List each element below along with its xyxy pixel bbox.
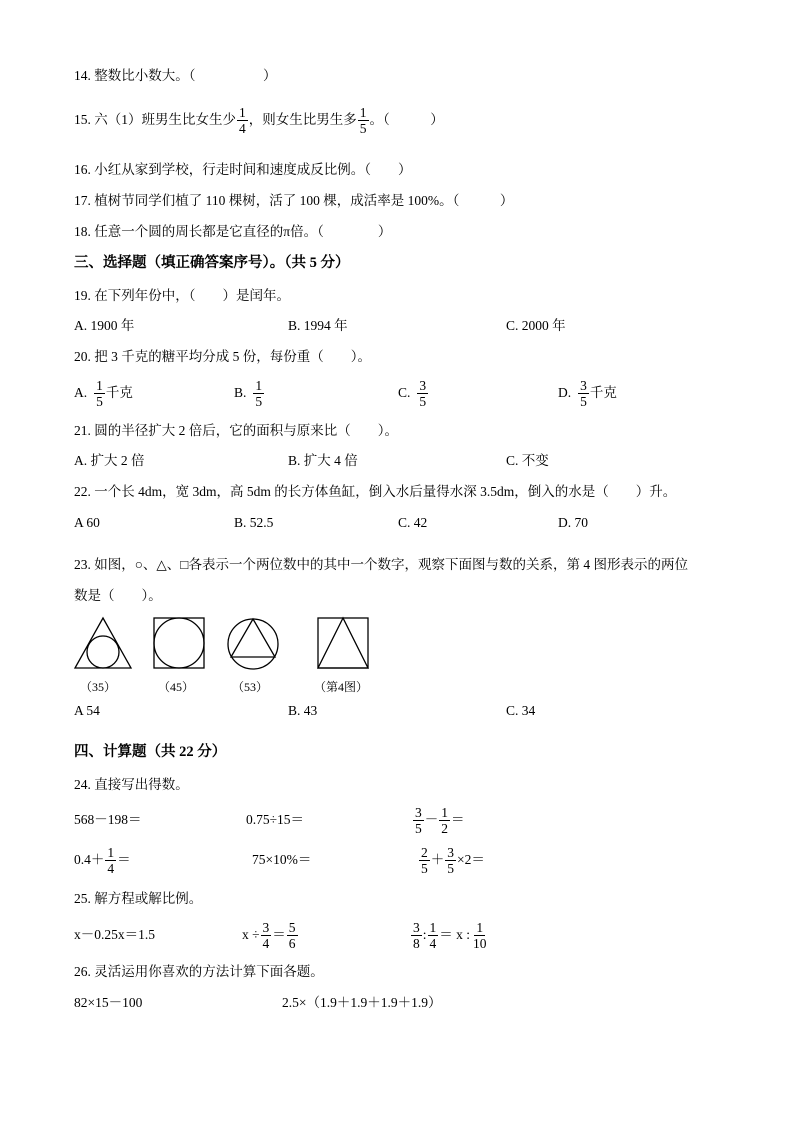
q22-option-b: B. 52.5 (234, 515, 274, 530)
calc-5: 75×10%＝ (252, 852, 312, 867)
q20-c-fraction: $\frac{3}{5}$ (419, 378, 427, 410)
q20-option-b: B. $\frac{1}{5}$ (234, 378, 263, 410)
question-16: 16. 小红从家到学校，行走时间和速度成反比例。（ ） (74, 162, 412, 177)
figure-1-triangle-with-circle (72, 616, 134, 672)
calc-3: $\frac{3}{5}$ － $\frac{1}{2}$ ＝ (415, 805, 465, 837)
q20-option-a: A. $\frac{1}{5}$ 千克 (74, 378, 133, 410)
calc-6: $\frac{2}{5}$ ＋ $\frac{3}{5}$ ×2＝ (421, 845, 485, 877)
question-14: 14. 整数比小数大。（ ） (74, 68, 277, 83)
question-22: 22. 一个长 4dm，宽 3dm，高 5dm 的长方体鱼缸，倒入水后量得水深 3.5dm，倒入的水是（ ）升。 (74, 484, 677, 499)
question-15 (74, 103, 444, 137)
q22-option-d: D. 70 (558, 515, 588, 530)
equation-2: x ÷ $\frac{3}{4}$ ＝ $\frac{5}{6}$ (242, 920, 296, 952)
simplify-2: 2.5×（1.9＋1.9＋1.9＋1.9） (282, 995, 442, 1010)
section-3-title: 三、选择题（填正确答案序号）。（共 5 分） (74, 255, 350, 271)
question-18: 18. 任意一个圆的周长都是它直径的π倍。（ ） (74, 224, 392, 239)
equation-1: x－0.25x＝1.5 (74, 927, 155, 942)
question-24: 24. 直接写出得数。 (74, 777, 189, 792)
question-17: 17. 植树节同学们植了 110 棵树，活了 100 棵，成活率是 100%。（ ） (74, 193, 514, 208)
q23-option-c: C. 34 (506, 703, 536, 718)
q20-d-fraction: $\frac{3}{5}$ (580, 378, 587, 410)
question-20: 20. 把 3 千克的糖平均分成 5 份，每份重（ ）。 (74, 349, 371, 364)
figure-2-caption: （45） (158, 680, 195, 694)
q19-option-a: A. 1900 年 (74, 318, 135, 333)
question-23-line-1: 23. 如图，○、△、□各表示一个两位数中的其中一个数字，观察下面图与数的关系，第 4 图形表示的两位 (74, 557, 688, 572)
question-25: 25. 解方程或解比例。 (74, 891, 203, 906)
simplify-1: 82×15－100 (74, 995, 143, 1010)
q21-option-c: C. 不变 (506, 453, 549, 468)
figure-4-square-with-triangle (316, 616, 372, 672)
proportion-equation: $\frac{3}{8}$ : $\frac{1}{4}$ ＝ x : $\frac{1}{10}$ (413, 920, 487, 952)
question-15-text-c: 。（ ） (369, 112, 444, 127)
question-19: 19. 在下列年份中，（ ）是闰年。 (74, 288, 290, 303)
figure-3-caption: （53） (232, 680, 269, 694)
figure-2-square-with-circle (152, 616, 208, 672)
q20-a-fraction: $\frac{1}{5}$ (96, 378, 103, 410)
fraction-one-fifth: $\frac{1}{5}$ (359, 105, 367, 137)
q19-option-b: B. 1994 年 (288, 318, 348, 333)
figure-1-caption: （35） (80, 680, 117, 694)
q22-option-a: A 60 (74, 515, 100, 530)
calc-4: 0.4＋ $\frac{1}{4}$ ＝ (74, 845, 131, 877)
question-15-text-b: ，则女生比男生多 (248, 112, 357, 127)
q19-option-c: C. 2000 年 (506, 318, 566, 333)
figure-4-caption: （第4图） (314, 680, 369, 694)
figure-3-circle-with-triangle (226, 616, 282, 672)
section-4-title: 四、计算题（共 22 分） (74, 744, 227, 760)
q20-option-d: D. $\frac{3}{5}$ 千克 (558, 378, 617, 410)
q23-option-b: B. 43 (288, 703, 318, 718)
question-15-text-a: 15. 六（1）班男生比女生少 (74, 112, 236, 127)
question-23-line-2: 数是（ ）。 (74, 588, 162, 603)
q23-option-a: A 54 (74, 703, 100, 718)
q22-option-c: C. 42 (398, 515, 428, 530)
q21-option-b: B. 扩大 4 倍 (288, 453, 358, 468)
question-21: 21. 圆的半径扩大 2 倍后，它的面积与原来比（ ）。 (74, 423, 398, 438)
q20-option-c: C. $\frac{3}{5}$ (398, 378, 427, 410)
q20-b-fraction: $\frac{1}{5}$ (255, 378, 263, 410)
q21-option-a: A. 扩大 2 倍 (74, 453, 145, 468)
question-26: 26. 灵活运用你喜欢的方法计算下面各题。 (74, 964, 324, 979)
calc-2: 0.75÷15＝ (246, 812, 305, 827)
fraction-one-quarter: $\frac{1}{4}$ (239, 105, 246, 137)
calc-1: 568－198＝ (74, 812, 142, 827)
